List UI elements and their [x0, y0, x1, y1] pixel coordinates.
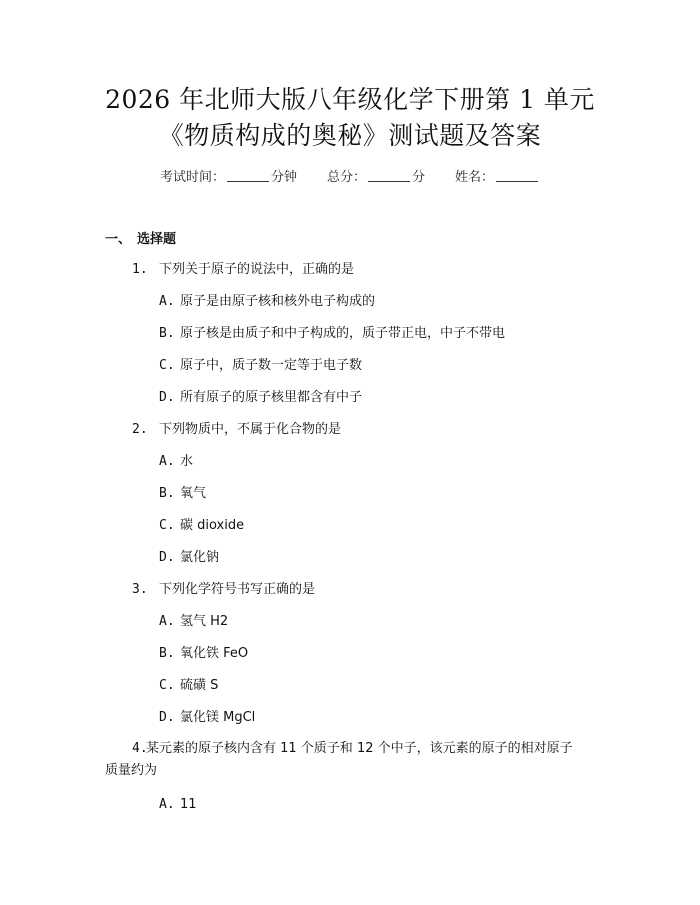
score-unit: 分: [412, 170, 426, 185]
question-number: 1.: [132, 262, 148, 277]
score-blank[interactable]: [368, 169, 410, 182]
option-text: 氧气: [180, 486, 207, 501]
option-text: 氧化铁 FeO: [180, 646, 249, 661]
question-2-option-a[interactable]: [159, 453, 193, 471]
question-3: [132, 581, 315, 599]
option-text: 所有原子的原子核里都含有中子: [180, 390, 363, 405]
section-title: 选择题: [137, 232, 177, 247]
time-label: 考试时间：: [159, 170, 225, 185]
question-4: [105, 738, 575, 782]
score-label: 总分：: [326, 170, 366, 185]
question-1-option-a[interactable]: [159, 293, 375, 311]
option-text: 原子中，质子数一定等于电子数: [180, 358, 363, 373]
question-1-option-d[interactable]: [159, 389, 362, 407]
question-1-option-b[interactable]: [159, 325, 505, 343]
option-letter: D.: [159, 390, 175, 405]
question-3-option-b[interactable]: [159, 645, 248, 663]
option-text: 原子是由原子核和核外电子构成的: [180, 294, 376, 309]
question-text: 下列关于原子的说法中，正确的是: [159, 262, 355, 277]
option-letter: D.: [159, 710, 175, 725]
name-blank[interactable]: [496, 169, 538, 182]
question-number: 3.: [132, 582, 148, 597]
option-text: 氯化镁 MgCl: [180, 710, 256, 725]
question-text: 某元素的原子核内含有 11 个质子和 12 个中子，该元素的原子的相对原子质量约为: [105, 741, 573, 778]
question-2: [132, 421, 341, 439]
question-1-option-c[interactable]: [159, 357, 362, 375]
question-3-option-c[interactable]: [159, 677, 218, 695]
question-number: 2.: [132, 422, 148, 437]
section-heading: [105, 231, 176, 249]
question-2-option-b[interactable]: [159, 485, 206, 503]
option-text: 水: [180, 454, 194, 469]
question-3-option-d[interactable]: [159, 709, 255, 727]
name-label: 姓名：: [455, 170, 495, 185]
question-number: 4.: [132, 741, 148, 756]
question-2-option-c[interactable]: [159, 517, 244, 535]
question-4-option-a[interactable]: [159, 796, 197, 814]
question-3-option-a[interactable]: [159, 613, 228, 631]
option-text: 氢气 H2: [180, 614, 229, 629]
exam-meta-line: [0, 169, 700, 187]
question-1: [132, 261, 354, 279]
option-letter: A.: [159, 454, 175, 469]
exam-title-line-1: 2026 年北师大版八年级化学下册第 1 单元: [105, 85, 595, 114]
option-letter: C.: [159, 678, 175, 693]
option-text: 硫磺 S: [180, 678, 219, 693]
section-number: 一、: [105, 232, 132, 247]
exam-title-line-2: 《物质构成的奥秘》测试题及答案: [158, 121, 542, 150]
question-text: 下列化学符号书写正确的是: [159, 582, 316, 597]
option-letter: B.: [159, 646, 175, 661]
option-letter: D.: [159, 550, 175, 565]
option-text: 氯化钠: [180, 550, 220, 565]
time-blank[interactable]: [227, 169, 269, 182]
option-letter: B.: [159, 326, 175, 341]
question-2-option-d[interactable]: [159, 549, 219, 567]
option-letter: C.: [159, 518, 175, 533]
option-letter: B.: [159, 486, 175, 501]
option-letter: A.: [159, 797, 175, 812]
option-text: 原子核是由质子和中子构成的，质子带正电，中子不带电: [180, 326, 506, 341]
option-text: 11: [180, 797, 197, 812]
option-letter: A.: [159, 614, 175, 629]
time-unit: 分钟: [270, 170, 297, 185]
option-letter: C.: [159, 358, 175, 373]
option-letter: A.: [159, 294, 175, 309]
option-text: 碳 dioxide: [180, 518, 245, 533]
question-text: 下列物质中，不属于化合物的是: [159, 422, 342, 437]
